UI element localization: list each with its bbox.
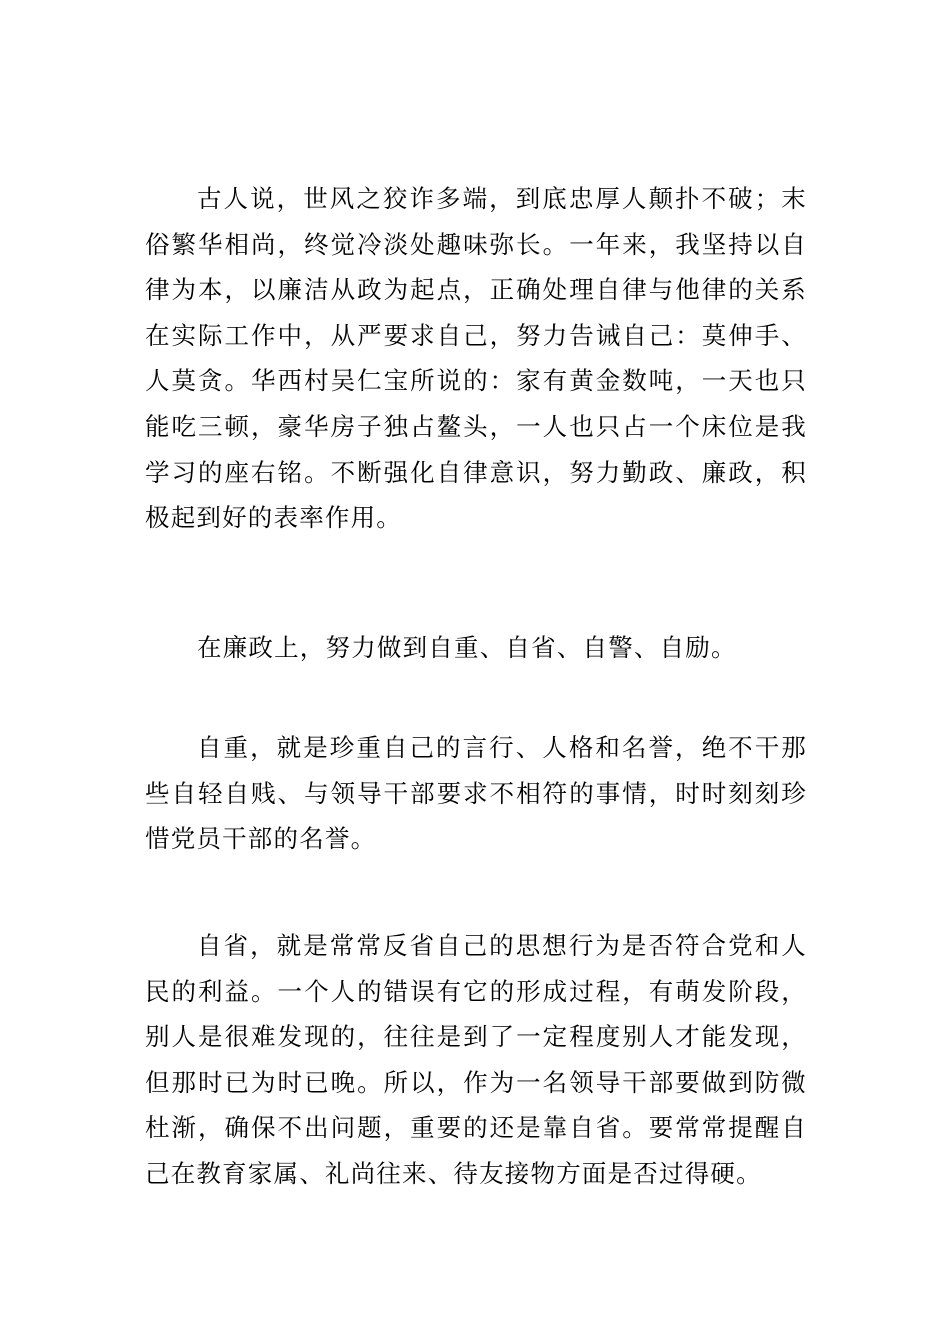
paragraph-integrity-goals: 在廉政上，努力做到自重、自省、自警、自励。 xyxy=(197,633,737,662)
paragraph-self-respect: 自重，就是珍重自己的言行、人格和名誉，绝不干那些自轻自贱、与领导干部要求不相符的事情，时时刻刻珍惜党员干部的名誉。 xyxy=(145,733,807,854)
paragraph-self-reflection: 自省，就是常常反省自己的思想行为是否符合党和人民的利益。一个人的错误有它的形成过程，有萌发阶段，别人是很难发现的，往往是到了一定程度别人才能发现，但那时已为时已晚。所以，作为一名领导干部要做到防微杜渐，确保不出问题，重要的还是靠自省。要常常提醒自己在教育家属、礼尚往来、待友接物方面是否过得硬。 xyxy=(145,931,807,1188)
paragraph-self-discipline: 古人说，世风之狡诈多端，到底忠厚人颠扑不破；末俗繁华相尚，终觉冷淡处趣味弥长。一年来，我坚持以自律为本，以廉洁从政为起点，正确处理自律与他律的关系在实际工作中，从严要求自己，努力告诫自己：莫伸手、人莫贪。华西村吴仁宝所说的：家有黄金数吨，一天也只能吃三顿，豪华房子独占鳌头，一人也只占一个床位是我学习的座右铭。不断强化自律意识，努力勤政、廉政，积极起到好的表率作用。 xyxy=(145,184,807,533)
